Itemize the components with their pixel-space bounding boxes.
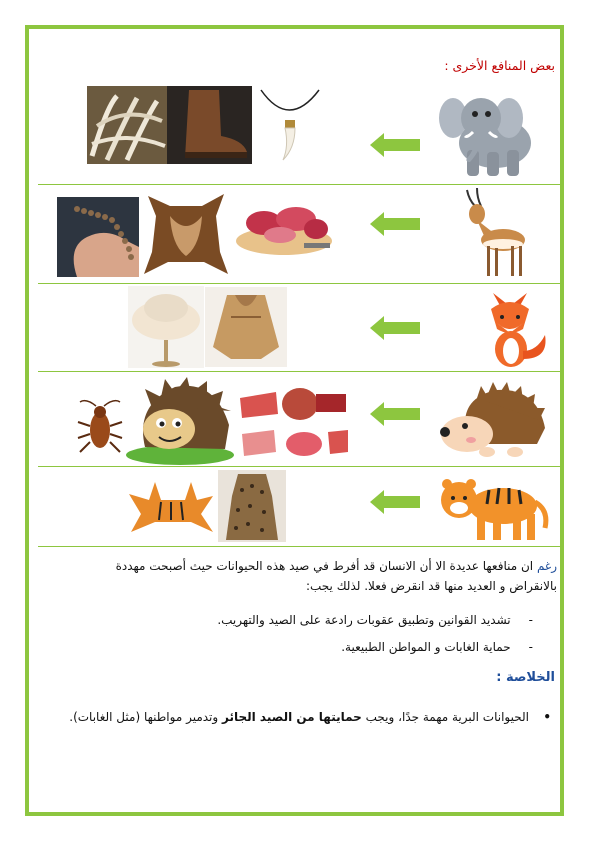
row-divider [38,466,560,467]
cockroach-image [76,398,124,462]
row-divider [38,546,560,547]
elephant-image [437,88,547,180]
fur-coat-image [205,287,287,367]
row-divider [38,283,560,284]
meat-platter-image [234,197,334,259]
ivory-image [87,86,167,164]
arrow-left-icon [370,316,420,340]
bullet-text: حماية الغابات و المواطن الطبيعية. [341,640,511,654]
leather-boot-image [167,86,252,164]
row-divider [38,371,560,372]
summary-text: • الحيوانات البرية مهمة جدًا، ويجب حمايتها من الصيد الجائر وتدمير مواطنها (مثل الغابات). [61,708,551,727]
arrow-left-icon [370,212,420,236]
arrow-left-icon [370,133,420,157]
tooth-necklace-image [253,86,326,164]
tiger-image [433,470,549,544]
paragraph-line2: بالانقراض و العديد منها قد انقرض فعلا. لذلك يجب: [305,579,557,593]
bullet-dot-icon: • [543,710,551,724]
arrow-left-icon [370,402,420,426]
hide-rug-image [140,186,232,280]
meats-image [236,378,351,462]
hedgehog-cartoon-image [125,375,235,465]
row-divider [38,184,560,185]
arrow-left-icon [370,490,420,514]
warning-paragraph [37,556,557,596]
fur-hat-image [128,286,204,368]
paragraph-lead: رغم [536,559,557,573]
fox-image [487,289,549,369]
hedgehog-image [437,378,552,460]
summary-emphasis: حمايتها من الصيد الجائر [222,710,362,724]
bullet-text: تشديد القوانين وتطبيق عقوبات رادعة على الصيد والتهريب. [217,613,511,627]
tiger-rug-image [125,474,217,538]
bullet-item: -حماية الغابات و المواطن الطبيعية. [341,640,533,654]
paragraph-line1: ان منافعها عديدة الا أن الانسان قد أفرط في صيد هذه الحيوانات حيث أصبحت مهددة [115,559,537,573]
prayer-beads-image [57,197,139,277]
leopard-print-dress-image [218,470,286,542]
gazelle-image [455,186,533,280]
summary-title: الخلاصة : [496,670,555,685]
section-heading: بعض المنافع الأخرى : [444,58,555,73]
bullet-item: -تشديد القوانين وتطبيق عقوبات رادعة على الصيد والتهريب. [217,613,533,627]
